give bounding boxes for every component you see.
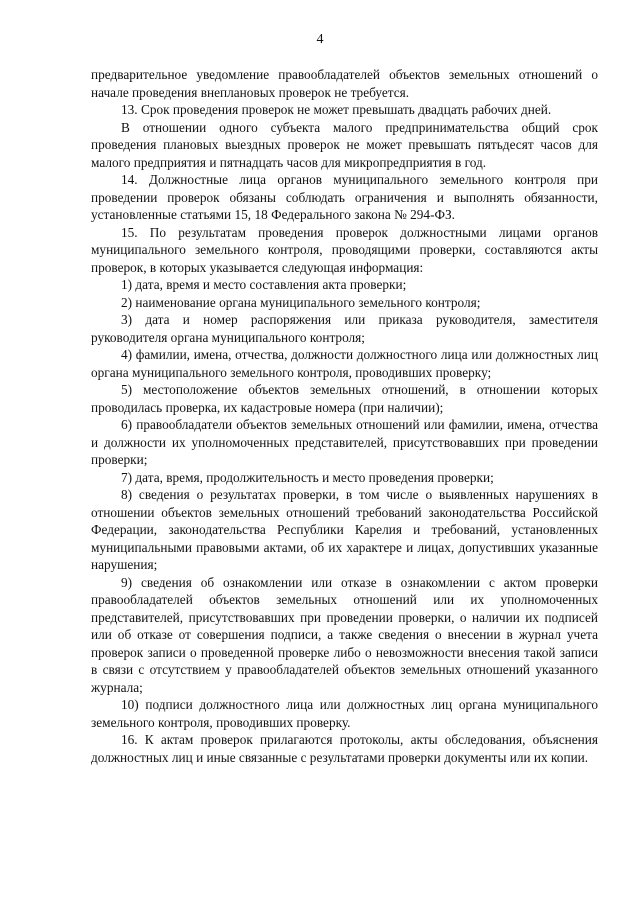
- paragraph-13-note: В отношении одного субъекта малого предпринимательства общий срок проведения плановых выездных проверок не может превышать пятьдесят часов для малого предприятия и пятнадцать часов для микропредприятия в год.: [91, 119, 598, 170]
- page-number: 4: [316, 32, 324, 47]
- body-text: [91, 66, 598, 766]
- list-item-6: 6) правообладатели объектов земельных отношений или фамилии, имена, отчества и должности их уполномоченных представителей, присутствовавших при проведении проверки;: [91, 417, 598, 467]
- list-item-1: 1) дата, время и место составления акта проверки;: [121, 277, 407, 292]
- paragraph-14: 14. Должностные лица органов муниципального земельного контроля при проведении проверок обязаны соблюдать ограничения и выполнять обязанности, установленные статьями 15, 18 Федерального закона № 294-ФЗ.: [91, 172, 598, 222]
- list-item-8: 8) сведения о результатах проверки, в том числе о выявленных нарушениях в отношении объектов земельных отношений требований законодательства Российской Федерации, законодательства Республики Карелия и требований, установленных муниципальными правовыми актами, об их характере и лицах, допустивших указанные нарушения;: [91, 487, 598, 572]
- list-item-7: 7) дата, время, продолжительность и место проведения проверки;: [121, 469, 494, 485]
- list-item-4: 4) фамилии, имена, отчества, должности должностного лица или должностных лиц органа муниципального земельного контроля, проводивших проверку;: [91, 347, 598, 380]
- list-item-3: 3) дата и номер распоряжения или приказа руководителя, заместителя руководителя органа муниципального контроля;: [91, 312, 598, 345]
- list-item-2: 2) наименование органа муниципального земельного контроля;: [121, 294, 481, 310]
- paragraph-13: 13. Срок проведения проверок не может превышать двадцать рабочих дней.: [121, 102, 552, 117]
- list-item-10: 10) подписи должностного лица или должностных лиц органа муниципального земельного контроля, проводивших проверку.: [91, 697, 598, 730]
- paragraph-continuation: предварительное уведомление правообладателей объектов земельных отношений о начале проведения внеплановых проверок не требуется.: [91, 67, 598, 100]
- paragraph-16: 16. К актам проверок прилагаются протоколы, акты обследования, объяснения должностных лиц и иные связанные с результатами проверки документы или их копии.: [91, 732, 598, 765]
- list-item-9: 9) сведения об ознакомлении или отказе в ознакомлении с актом проверки правообладателей объектов земельных отношений или их уполномоченных представителей, присутствовавших при проведении проверки, о наличии их подписей или об отказе от совершения подписи, а также сведения о внесении в журнал учета проверок записи о проведенной проверке либо о невозможности внесения такой записи в связи с отсутствием у правообладателей объектов земельных отношений указанного журнала;: [91, 574, 598, 695]
- paragraph-15: 15. По результатам проведения проверок должностными лицами органов муниципального земельного контроля, проводящими проверки, составляются акты проверок, в которых указывается следующая информация:: [91, 224, 598, 275]
- list-item-5: 5) местоположение объектов земельных отношений, в отношении которых проводилась проверка, их кадастровые номера (при наличии);: [91, 382, 598, 415]
